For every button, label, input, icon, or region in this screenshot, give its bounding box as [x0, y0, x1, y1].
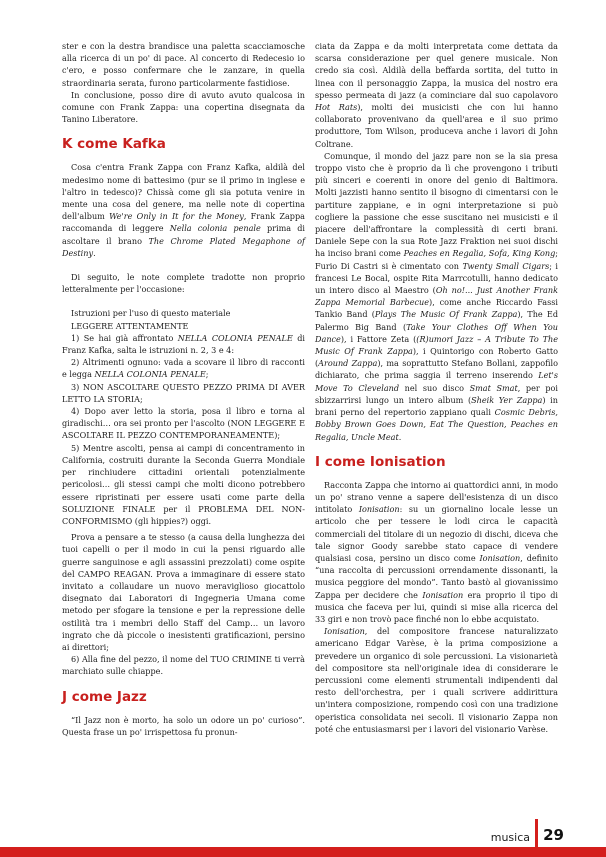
paragraph: Di seguito, le note complete tradotte non proprio letteralmente per l'occasione: — [62, 272, 305, 295]
instruction-item: 4) Dopo aver letto la storia, posa il libro e torna al giradischi… ora sei pronto per l'ascolto (NON LEGGERE E ASCOLTARE IL PEZZO CONTEMPORANEAMENTE); — [62, 406, 305, 441]
paragraph: Ionisation, del compositore francese naturalizzato americano Edgar Varèse, è la prima composizione a prevedere un organico di sole percussioni. La visionarietà del compositore sta nell'originale idea di considerare le percussioni come elementi strumentali indipendenti dal resto dell'orchestra, per i quali scrivere addirittura un'intera composizione, rompendo così con una tradizione operistica consolidata nei secoli. Il visionario Zappa non poté che entusiasmarsi per i lavori del visionario Varèse. — [315, 626, 558, 734]
instructions-subtitle: LEGGERE ATTENTAMENTE — [71, 320, 189, 331]
paragraph: ster e con la destra brandisce una paletta scacciamosche alla ricerca di un po' di pace. Al concerto di Redecesio io c'ero, e posso confermare che le zanzare, in quella straordinaria serata, furono particolarmente fastidiose. — [62, 41, 305, 88]
paragraph: In conclusione, posso dire di avuto avuto qualcosa in comune con Frank Zappa: una copertina disegnata da Tanino Liberatore. — [62, 89, 305, 125]
footer-divider — [535, 819, 538, 847]
right-column — [315, 40, 558, 735]
paragraph: ciata da Zappa e da molti interpretata come dettata da scarsa considerazione per quel genere musicale. Non credo sia così. Aldilà della beffarda sortita, del tutto in linea con il personaggio Zappa, la musica del nostro era spesso permeata di jazz (a cominciare dal suo capolavoro Hot Rats), molti dei musicisti che con lui hanno collaborato provenivano da quell'area e il suo primo produttore, Tom Wilson, produceva anche i lavori di John Coltrane. — [315, 41, 558, 149]
page-number: 29 — [543, 826, 564, 844]
paragraph: Prova a pensare a te stesso (a causa della lunghezza dei tuoi capelli o per il modo in cui la pensi riguardo alle guerre sanguinose e agli assassini prezzolati) come ospite del CAMPO REAGAN. Prova a immaginare di essere stato invitato a collaudare un nuovo meraviglioso giocattolo disegnato dai Laboratori di Ingegneria Umana come metodo per sfogare la tensione e per la repressione delle ostilità tra i membri dello Staff del Camp… un lavoro ingrato che dà piccole o inesistenti gratificazioni, persino ai direttori; — [62, 532, 305, 652]
paragraph-kafka: Cosa c'entra Frank Zappa con Franz Kafka, aldilà del medesimo nome di battesimo (pur se il primo in inglese e l'altro in tedesco)? Chissà come gli sia potuta venire in mente una cosa del genere, ma nelle note di copertina dell'album We're Only in It for the Money, Frank Zappa raccomanda di leggere Nella colonia penale prima di ascoltare il brano The Chrome Plated Megaphone of Destiny. — [62, 162, 306, 258]
section-label: musica — [490, 831, 530, 844]
page-footer — [0, 819, 606, 857]
paragraph: “Il Jazz non è morto, ha solo un odore un po' curioso”. Questa frase un po' irrispettosa fu pronun- — [62, 714, 305, 737]
instruction-item: 1) Se hai già affrontato NELLA COLONIA PENALE di Franz Kafka, salta le istruzioni n. 2, 3 e 4: — [62, 332, 306, 356]
section-heading-jazz: J come Jazz — [62, 688, 147, 705]
instruction-item: 6) Alla fine del pezzo, il nome del TUO CRIMINE ti verrà marchiato sulle chiappe. — [62, 654, 305, 677]
instruction-item: 5) Mentre ascolti, pensa ai campi di concentramento in California, costruiti durante la Seconda Guerra Mondiale per rinchiudere cittadini orientali potenzialmente pericolosi… gli stessi campi che molti dicono potrebbero essere ripristinati per essere usati come parte della SOLUZIONE FINALE per il PROBLEMA DEL NON-CONFORMISMO (gli hippies?) oggi. — [62, 442, 305, 526]
paragraph-jazz-tributes: Comunque, il mondo del jazz pare non se la sia presa troppo visto che è proprio da lì che provengono i tributi più sinceri e coerenti in onore del genio di Baltimora. Molti jazzisti hanno sentito il bisogno di cimentarsi con le partiture zappiane, e in ogni interpretazione si può cogliere la passione che esse suscitano nei musicisti e il piacere dell'affrontare la complessità di certi brani. Daniele Sepe con la sua Rote Jazz Fraktion nei suoi dischi ha inciso brani come Peaches en Regalia, Sofa, King Kong; Furio Di Castri si è cimentato con Twenty Small Cigars; i francesi Le Bocal, ospite Rita Marrcotulli, hanno dedicato un intero disco al Maestro (Oh no!... Just Another Frank Zappa Memorial Barbecue), come anche Riccardo Fassi Tankio Band (Plays The Music Of Frank Zappa), The Ed Palermo Big Band (Take Your Clothes Off When You Dance), i Fattore Zeta ((R)umori Jazz – A Tribute To The Music Of Frank Zappa), i Quintorigo con Roberto Gatto (Around Zappa), ma soprattutto Stefano Bollani, zappofilo dichiarato, che prima saggia il terreno inserendo Let's Move To Cleveland nel suo disco Smat Smat, per poi sbizzarrirsi lungo un intero album (Sheik Yer Zappa) in brani perno del repertorio zappiano quali Cosmic Debris, Bobby Brown Goes Down, Eat The Question, Peaches en Regalia, Uncle Meat. — [315, 150, 559, 442]
red-bottom-bar — [0, 847, 606, 857]
section-heading-kafka: K come Kafka — [62, 136, 166, 153]
instruction-item: 2) Altrimenti ognuno: vada a scovare il libro di racconti e legga NELLA COLONIA PENALE; — [62, 357, 305, 380]
instruction-item: 3) NON ASCOLTARE QUESTO PEZZO PRIMA DI AVER LETTO LA STORIA; — [62, 381, 305, 404]
paragraph: Racconta Zappa che intorno ai quattordici anni, in modo un po' strano venne a sapere dell'esistenza di un disco intitolato Ionisation: su un giornalino locale lesse un articolo che per tessere le lodi circa le capacità commerciali del titolare di un negozio di dischi, diceva che tale signor Goody sarebbe stato capace di vendere qualsiasi cosa, persino un disco come Ionisation, definito “una raccolta di percussioni orrendamente dissonanti, la musica peggiore del mondo”. Tanto bastò al giovanissimo Zappa per decidere che Ionisation era proprio il tipo di musica che faceva per lui, quindi si mise alla ricerca del 33 giri e non trovò pace finché non lo ebbe acquistato. — [315, 479, 558, 624]
left-column — [62, 40, 305, 738]
instructions-title: Istruzioni per l'uso di questo materiale — [71, 308, 231, 319]
section-heading-ionisation: I come Ionisation — [315, 453, 446, 470]
